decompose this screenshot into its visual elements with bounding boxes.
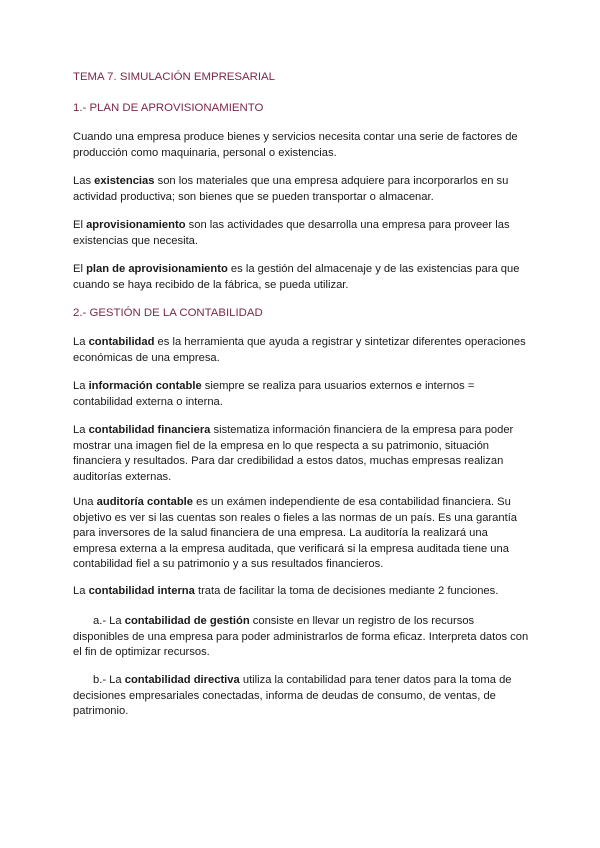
term-aprovisionamiento: aprovisionamiento <box>86 219 186 231</box>
term-contabilidad-financiera: contabilidad financiera <box>88 424 211 436</box>
paragraph-post: sistematiza información financiera de la empresa para poder mostrar una imagen fiel de la empresa en lo que respecta a su patrimonio, situación financiera y resultados. Para dar credibilidad a estos datos, muchas empresas realizan auditorías externas. <box>73 424 514 483</box>
section-1-paragraph-4 <box>73 262 533 293</box>
sub-item-pre: b.- La <box>93 674 125 686</box>
sub-item-a <box>73 614 533 661</box>
term-contabilidad-de-gestion: contabilidad de gestión <box>124 615 250 627</box>
section-1-paragraph-2 <box>73 174 533 205</box>
section-2-paragraph-1 <box>73 335 533 366</box>
section-2-paragraph-4 <box>73 495 533 573</box>
document-title: TEMA 7. SIMULACIÓN EMPRESARIAL <box>73 71 275 83</box>
paragraph-post: es la gestión del almacenaje y de las existencias para que cuando se haya recibido de la fábrica, se pueda utilizar. <box>73 263 520 291</box>
sub-item-post: utiliza la contabilidad para tener datos para la toma de decisiones empresariales conectadas, informa de deudas de consumo, de ventas, de patrimonio. <box>73 674 512 717</box>
paragraph-pre: Las <box>73 175 95 187</box>
term-auditoria-contable: auditoría contable <box>96 496 193 508</box>
paragraph-pre: La <box>73 585 89 597</box>
section-1-heading: 1.- PLAN DE APROVISIONAMIENTO <box>73 102 264 114</box>
section-2-heading: 2.- GESTIÓN DE LA CONTABILIDAD <box>73 307 263 319</box>
term-contabilidad: contabilidad <box>88 336 155 348</box>
paragraph-pre: Una <box>73 496 97 508</box>
term-plan-de-aprovisionamiento: plan de aprovisionamiento <box>86 263 228 275</box>
term-contabilidad-directiva: contabilidad directiva <box>124 674 240 686</box>
paragraph-post: son las actividades que desarrolla una empresa para proveer las existencias que necesita. <box>73 219 510 247</box>
section-2-paragraph-5 <box>73 584 533 600</box>
paragraph-post: trata de facilitar la toma de decisiones mediante 2 funciones. <box>194 585 499 597</box>
sub-item-pre: a.- La <box>93 615 125 627</box>
term-existencias: existencias <box>94 175 155 187</box>
paragraph-pre: La <box>73 380 89 392</box>
section-1-paragraph-1: Cuando una empresa produce bienes y servicios necesita contar una serie de factores de producción como maquinaria, personal o existencias. <box>73 131 518 159</box>
paragraph-pre: La <box>73 424 89 436</box>
paragraph-pre: El <box>73 263 87 275</box>
paragraph-post: es un exámen independiente de esa contabilidad financiera. Su objetivo es ver si las cuentas son reales o fieles a las normas de un país. Es una garantía para inversores de la salud financiera de una empresa. La auditoría la realizará una empresa externa a la empresa auditada, que verificará si la empresa auditada tiene una contabilidad fiel a su patrimonio y a sus resultados financieros. <box>73 496 518 570</box>
term-informacion-contable: información contable <box>88 380 202 392</box>
paragraph-post: siempre se realiza para usuarios externos e internos = contabilidad externa o interna. <box>73 380 475 408</box>
paragraph-pre: El <box>73 219 87 231</box>
section-2-paragraph-3 <box>73 423 533 485</box>
paragraph-post: es la herramienta que ayuda a registrar y sintetizar diferentes operaciones económicas de una empresa. <box>73 336 526 364</box>
sub-item-b <box>73 673 533 720</box>
section-2-paragraph-2 <box>73 379 533 410</box>
sub-item-post: consiste en llevar un registro de los recursos disponibles de una empresa para poder administrarlos de forma eficaz. Interpreta datos con el fin de optimizar recursos. <box>73 615 529 658</box>
paragraph-post: son los materiales que una empresa adquiere para incorporarlos en su actividad productiva; son bienes que se pueden transportar o almacenar. <box>73 175 509 203</box>
section-1-paragraph-3 <box>73 218 533 249</box>
paragraph-pre: La <box>73 336 89 348</box>
term-contabilidad-interna: contabilidad interna <box>88 585 195 597</box>
